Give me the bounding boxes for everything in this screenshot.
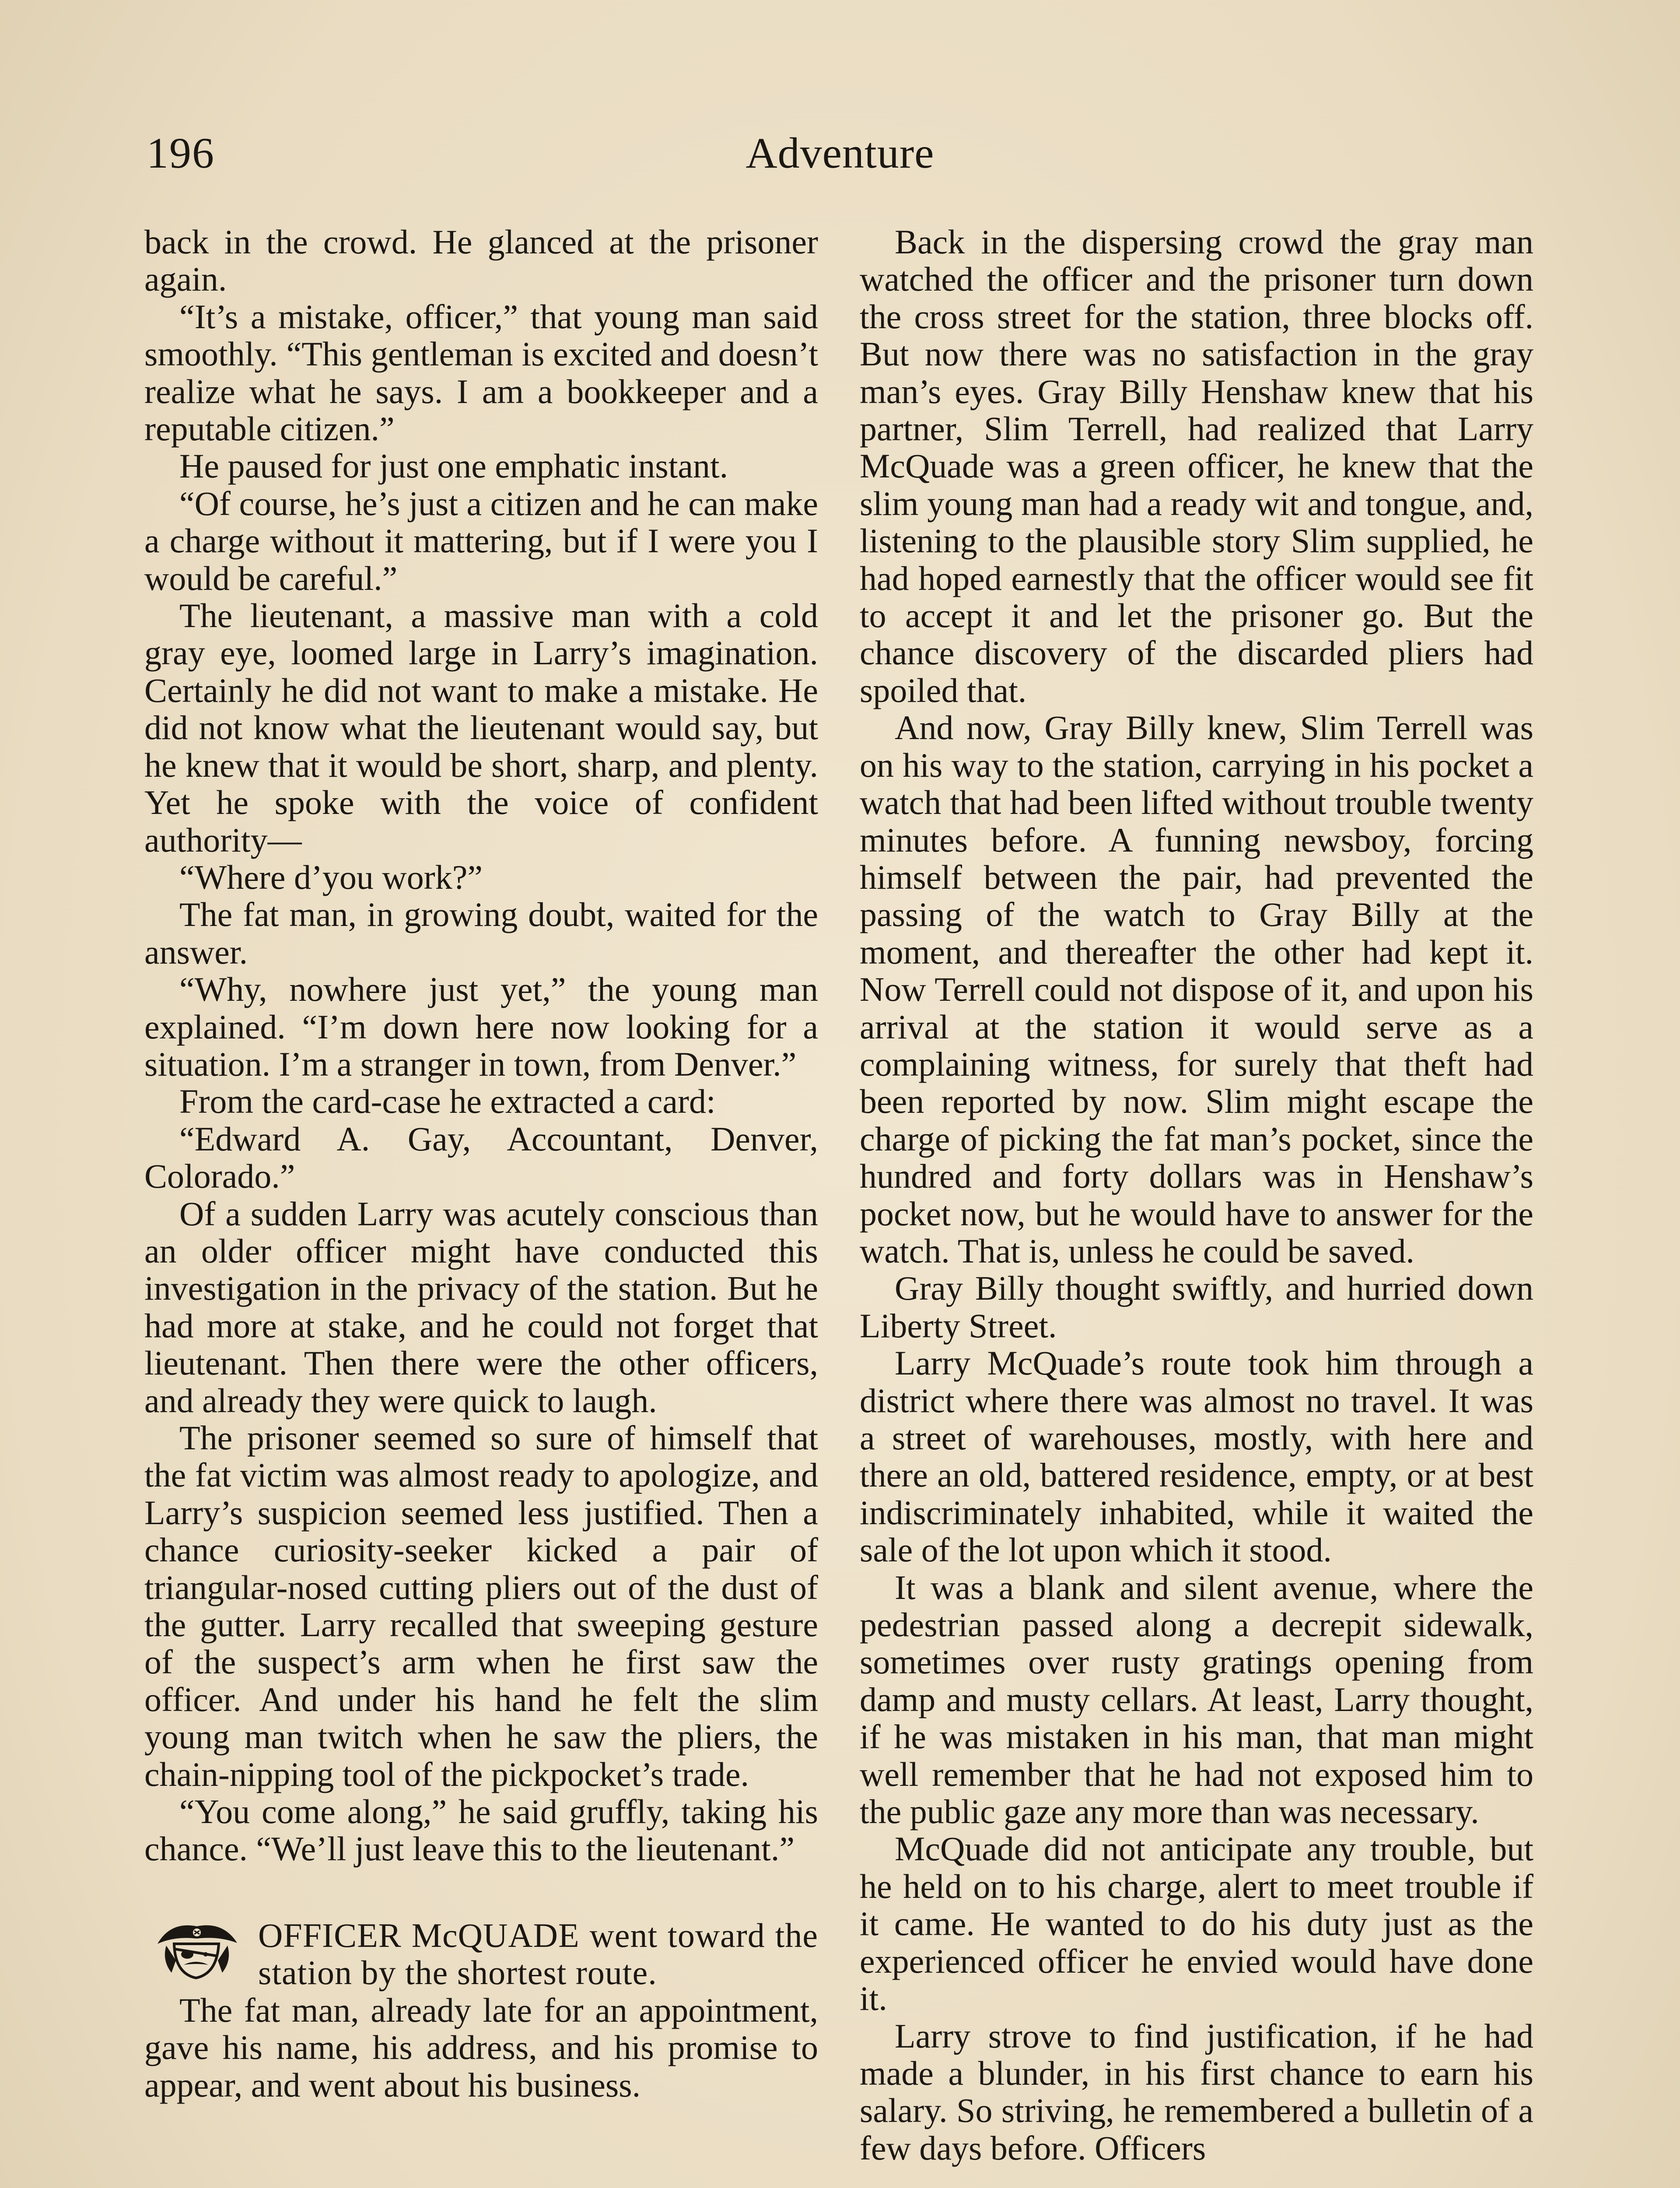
paragraph: McQuade did not anticipate any trouble, but he held on to his charge, alert to meet trouble if it came. He wanted to do his duty just as the experienced officer he envied would have done it. — [860, 1830, 1533, 2018]
paragraph: Larry McQuade’s route took him through a district where there was almost no travel. It was a street of warehouses, mostly, with here and there an old, battered residence, empty, or at best indiscriminately inhabited, while it waited the sale of the lot upon which it stood. — [860, 1344, 1533, 1569]
paragraph: Larry strove to find justification, if he had made a blunder, in his first chance to earn his salary. So striving, he remembered a bulletin of a few days before. Officers — [860, 2016, 1533, 2167]
paragraph: back in the crowd. He glanced at the prisoner again. — [144, 223, 818, 298]
paragraph: “Where d’you work?” — [179, 858, 483, 896]
running-head-title: Adventure — [746, 129, 934, 177]
paragraph: The fat man, already late for an appointment, gave his name, his address, and his promise to appear, and went about his business. — [144, 1991, 818, 2104]
paragraph: And now, Gray Billy knew, Slim Terrell was on his way to the station, carrying in his pocket a watch that had been lifted without trouble twenty minutes before. A funning newsboy, forcing himself between the pair, had prevented the passing of the watch to Gray Billy at the moment, and thereafter the other had kept it. Now Terrell could not dispose of it, and upon his arrival at the station it would serve as a complaining witness, for surely that theft had been reported by now. Slim might escape the charge of picking the fat man’s pocket, since the hundred and forty dollars was in Henshaw’s pocket now, but he would have to answer for the watch. That is, unless he could be saved. — [860, 708, 1533, 1270]
right-column — [860, 223, 1533, 2167]
paragraph: Of a sudden Larry was acutely conscious than an older officer might have conducted this investigation in the privacy of the station. But he had more at stake, and he could not forget that lieutenant. Then there were the other officers, and already they were quick to laugh. — [144, 1194, 818, 1420]
section-break — [144, 1917, 818, 2104]
paragraph: He paused for just one emphatic instant. — [179, 447, 728, 485]
section-opening-line: OFFICER McQUADE went toward the station by the shortest route. — [258, 1916, 818, 1992]
paragraph: It was a blank and silent avenue, where the pedestrian passed along a decrepit sidewalk, sometimes over rusty gratings opening from damp and musty cellars. At least, Larry thought, if he was mistaken in his man, that man might well remember that he had not exposed him to the public gaze any more than was necessary. — [860, 1568, 1533, 1831]
paragraph: “Why, nowhere just yet,” the young man explained. “I’m down here now looking for a situation. I’m a stranger in town, from Denver.” — [144, 970, 818, 1083]
pirate-head-ornament-icon — [144, 1917, 249, 1987]
page-number: 196 — [147, 129, 215, 177]
paragraph: The lieutenant, a massive man with a cold gray eye, loomed large in Larry’s imagination. Certainly he did not want to make a mistake. He did not know what the lieutenant would say, but he knew that it would be short, sharp, and plenty. Yet he spoke with the voice of confident authority— — [144, 596, 818, 859]
paragraph: Gray Billy thought swiftly, and hurried down Liberty Street. — [860, 1269, 1533, 1345]
paragraph: “Of course, he’s just a citizen and he can make a charge without it mattering, but if I were you I would be careful.” — [144, 484, 818, 597]
paragraph: Back in the dispersing crowd the gray man watched the officer and the prisoner turn down the cross street for the station, three blocks off. But now there was no satisfaction in the gray man’s eyes. Gray Billy Henshaw knew that his partner, Slim Terrell, had realized that Larry McQuade was a green officer, he knew that the slim young man had a ready wit and tongue, and, listening to the plausible story Slim supplied, he had hoped earnestly that the officer would see fit to accept it and let the prisoner go. But the chance discovery of the discarded pliers had spoiled that. — [860, 223, 1533, 709]
paragraph: The prisoner seemed so sure of himself that the fat victim was almost ready to apologize, and Larry’s suspicion seemed less justified. Then a chance curiosity-seeker kicked a pair of triangular-nosed cutting pliers out of the dust of the gutter. Larry recalled that sweeping gesture of the suspect’s arm when he first saw the officer. And under his hand he felt the slim young man twitch when he saw the pliers, the chain-nipping tool of the pickpocket’s trade. — [144, 1419, 818, 1793]
left-column — [144, 223, 818, 2104]
paragraph: The fat man, in growing doubt, waited for the answer. — [144, 895, 818, 971]
paragraph: “You come along,” he said gruffly, taking his chance. “We’ll just leave this to the lieutenant.” — [144, 1792, 818, 1868]
paragraph: “Edward A. Gay, Accountant, Denver, Colorado.” — [144, 1119, 818, 1196]
paragraph: From the card-case he extracted a card: — [179, 1082, 716, 1121]
paragraph: “It’s a mistake, officer,” that young man said smoothly. “This gentleman is excited and doesn’t realize what he says. I am a bookkeeper and a reputable citizen.” — [144, 297, 818, 448]
